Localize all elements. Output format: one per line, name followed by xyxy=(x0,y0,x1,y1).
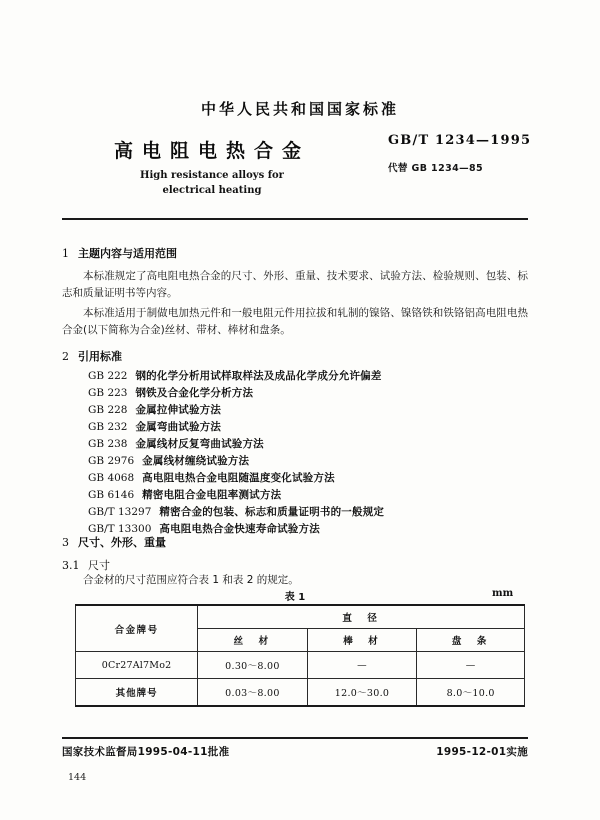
referenced-standards-list xyxy=(88,368,528,538)
list-item xyxy=(88,368,528,385)
list-item xyxy=(88,385,528,402)
header-divider xyxy=(62,218,528,220)
list-item xyxy=(88,453,528,470)
reference-code: GB 232 xyxy=(88,421,128,433)
section-1-paragraph-1 xyxy=(62,268,528,302)
reference-title: 高电阻电热合金快速寿命试验方法 xyxy=(159,523,320,535)
section-1-paragraph-2 xyxy=(62,305,528,339)
column-header-wire: 丝 材 xyxy=(198,629,308,652)
cell-wire: 0.03～8.00 xyxy=(198,679,308,707)
section-1-paragraph-2-text: 本标准适用于制做电加热元件和一般电阻元件用拉拔和轧制的镍铬、镍铬铁和铁铬铝高电阻电热合金(以下简称为合金)丝材、带材、棒材和盘条。 xyxy=(62,307,528,336)
section-1-title: 主题内容与适用范围 xyxy=(78,247,177,260)
national-standard-label: 中华人民共和国国家标准 xyxy=(200,100,399,118)
table-1-caption: 表 1 xyxy=(284,592,306,603)
cell-bar: 12.0～30.0 xyxy=(307,679,417,707)
section-2-heading xyxy=(62,348,122,364)
reference-code: GB/T 13297 xyxy=(88,506,152,518)
english-title-line2: electrical heating xyxy=(162,185,262,196)
reference-title: 高电阻电热合金电阻随温度变化试验方法 xyxy=(142,472,335,484)
cell-bar: — xyxy=(307,652,417,679)
list-item xyxy=(88,487,528,504)
page-title: 高电阻电热合金 xyxy=(113,140,310,162)
table-row xyxy=(76,652,525,679)
reference-title: 金属弯曲试验方法 xyxy=(135,421,222,433)
section-3-title: 尺寸、外形、重量 xyxy=(78,536,166,549)
reference-title: 钢铁及合金化学分析方法 xyxy=(135,387,254,399)
section-2-number: 2 xyxy=(62,350,69,363)
column-header-brand: 合金牌号 xyxy=(76,605,198,652)
table-1 xyxy=(75,604,525,707)
reference-code: GB 223 xyxy=(88,387,128,399)
list-item xyxy=(88,504,528,521)
section-3-1-paragraph xyxy=(62,572,528,589)
reference-code: GB 6146 xyxy=(88,489,135,501)
implementation-date: 1995-12-01实施 xyxy=(436,746,528,758)
reference-title: 精密合金的包装、标志和质量证明书的一般规定 xyxy=(159,506,385,518)
cell-brand: 其他牌号 xyxy=(76,679,198,707)
table-1-unit: mm xyxy=(492,588,514,599)
section-2-title: 引用标准 xyxy=(78,350,122,363)
list-item xyxy=(88,402,528,419)
section-3-1-number: 3.1 xyxy=(62,559,80,572)
column-header-bar: 棒 材 xyxy=(307,629,417,652)
table-row xyxy=(76,679,525,707)
reference-title: 金属拉伸试验方法 xyxy=(135,404,222,416)
list-item xyxy=(88,419,528,436)
cell-wire: 0.30～8.00 xyxy=(198,652,308,679)
standard-number: GB/T 1234—1995 xyxy=(388,133,532,148)
cell-coil: 8.0～10.0 xyxy=(417,679,525,707)
section-1-number: 1 xyxy=(62,247,69,260)
table-header-row xyxy=(76,605,525,629)
reference-title: 精密电阻合金电阻率测试方法 xyxy=(142,489,282,501)
reference-title: 钢的化学分析用试样取样法及成品化学成分允许偏差 xyxy=(135,370,382,382)
english-title-line1: High resistance alloys for xyxy=(140,170,284,181)
reference-code: GB 228 xyxy=(88,404,128,416)
cell-coil: — xyxy=(417,652,525,679)
section-3-number: 3 xyxy=(62,536,69,549)
reference-title: 金属线材反复弯曲试验方法 xyxy=(135,438,264,450)
section-1-heading xyxy=(62,245,177,261)
english-title xyxy=(62,168,362,198)
reference-code: GB 2976 xyxy=(88,455,135,467)
section-3-heading xyxy=(62,534,166,550)
section-3-1-paragraph-text: 合金材的尺寸范围应符合表 1 和表 2 的规定。 xyxy=(83,574,299,586)
approval-statement: 国家技术监督局1995-04-11批准 xyxy=(62,746,230,758)
column-header-coil: 盘 条 xyxy=(417,629,525,652)
reference-title: 金属线材缠绕试验方法 xyxy=(142,455,250,467)
cell-brand: 0Cr27Al7Mo2 xyxy=(76,652,198,679)
page-number: 144 xyxy=(68,772,87,783)
section-3-1-heading xyxy=(62,557,110,573)
section-1-paragraph-1-text: 本标准规定了高电阻电热合金的尺寸、外形、重量、技术要求、试验方法、检验规则、包装、标志和质量证明书等内容。 xyxy=(62,270,528,299)
reference-code: GB/T 13300 xyxy=(88,523,152,535)
reference-code: GB 4068 xyxy=(88,472,135,484)
column-header-diameter: 直 径 xyxy=(198,605,525,629)
replaces-note: 代替 GB 1234—85 xyxy=(388,163,484,174)
footer-divider xyxy=(62,737,528,739)
reference-code: GB 238 xyxy=(88,438,128,450)
list-item xyxy=(88,436,528,453)
list-item xyxy=(88,470,528,487)
reference-code: GB 222 xyxy=(88,370,128,382)
section-3-1-title: 尺寸 xyxy=(88,559,110,572)
